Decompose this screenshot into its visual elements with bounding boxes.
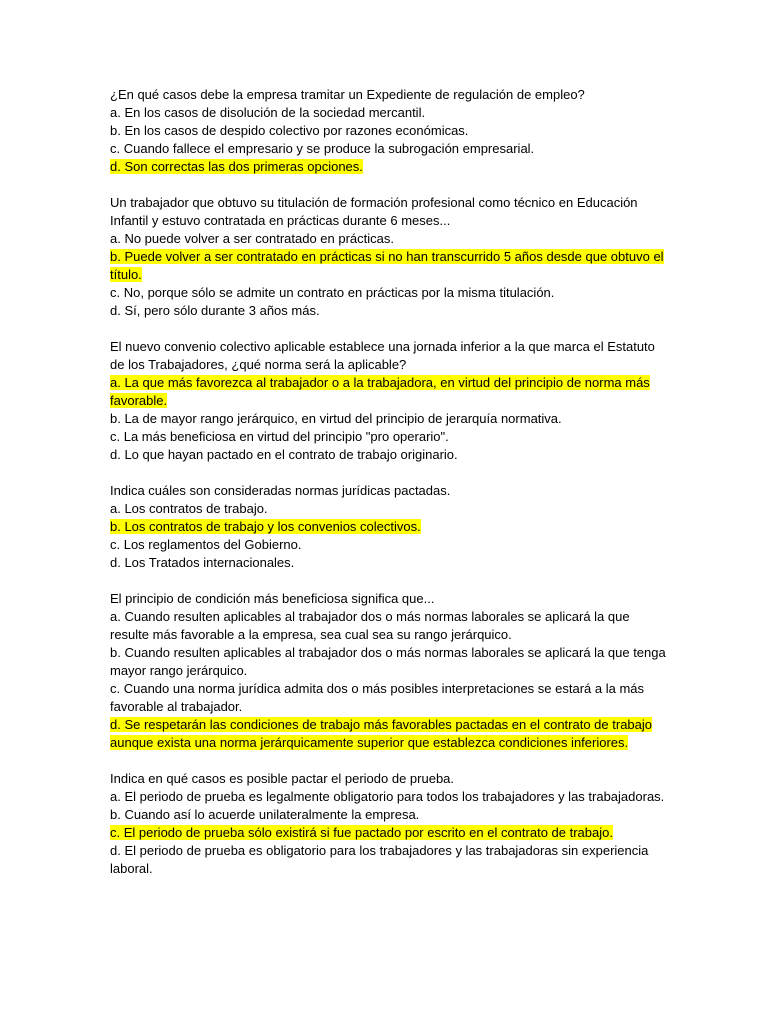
question-block (110, 86, 670, 176)
answer-option: c. No, porque sólo se admite un contrato en prácticas por la misma titulación. (110, 285, 555, 300)
answer-option-correct (110, 824, 670, 842)
answer-option-correct (110, 374, 670, 410)
answer-option: d. El periodo de prueba es obligatorio para los trabajadores y las trabajadoras sin experiencia laboral. (110, 843, 649, 876)
highlight: c. El periodo de prueba sólo existirá si fue pactado por escrito en el contrato de trabajo. (110, 825, 613, 840)
answer-option: b. Cuando resulten aplicables al trabajador dos o más normas laborales se aplicará la que tenga mayor rango jerárquico. (110, 645, 666, 678)
highlight: a. La que más favorezca al trabajador o a la trabajadora, en virtud del principio de norma más favorable. (110, 375, 650, 408)
question-block (110, 770, 670, 878)
answer-option-correct (110, 248, 670, 284)
answer-option: a. No puede volver a ser contratado en prácticas. (110, 231, 394, 246)
answer-option: a. El periodo de prueba es legalmente obligatorio para todos los trabajadores y las trabajadoras. (110, 789, 665, 804)
answer-option: d. Lo que hayan pactado en el contrato de trabajo originario. (110, 447, 458, 462)
answer-option: c. Los reglamentos del Gobierno. (110, 537, 302, 552)
document-page (110, 86, 670, 896)
answer-option: c. Cuando fallece el empresario y se produce la subrogación empresarial. (110, 141, 535, 156)
highlight: d. Son correctas las dos primeras opciones. (110, 159, 363, 174)
answer-option: c. Cuando una norma jurídica admita dos o más posibles interpretaciones se estará a la más favorable al trabajador. (110, 681, 645, 714)
question-block (110, 482, 670, 572)
question-prompt: Indica en qué casos es posible pactar el periodo de prueba. (110, 771, 455, 786)
answer-option: a. En los casos de disolución de la sociedad mercantil. (110, 105, 426, 120)
answer-option-correct (110, 158, 670, 176)
answer-option: a. Los contratos de trabajo. (110, 501, 268, 516)
question-prompt: Indica cuáles son consideradas normas jurídicas pactadas. (110, 483, 451, 498)
question-block (110, 590, 670, 752)
answer-option: d. Sí, pero sólo durante 3 años más. (110, 303, 320, 318)
answer-option: b. Cuando así lo acuerde unilateralmente la empresa. (110, 807, 420, 822)
question-prompt: El nuevo convenio colectivo aplicable establece una jornada inferior a la que marca el Estatuto de los Trabajadores, ¿qué norma será la aplicable? (110, 339, 655, 372)
question-block (110, 194, 670, 320)
answer-option-correct (110, 716, 670, 752)
highlight: b. Puede volver a ser contratado en prácticas si no han transcurrido 5 años desde que obtuvo el título. (110, 249, 664, 282)
highlight: b. Los contratos de trabajo y los convenios colectivos. (110, 519, 421, 534)
question-block (110, 338, 670, 464)
question-prompt: El principio de condición más beneficiosa significa que... (110, 591, 435, 606)
answer-option: a. Cuando resulten aplicables al trabajador dos o más normas laborales se aplicará la que resulte más favorable a la empresa, sea cual sea su rango jerárquico. (110, 609, 630, 642)
answer-option-correct (110, 518, 670, 536)
answer-option: b. La de mayor rango jerárquico, en virtud del principio de jerarquía normativa. (110, 411, 562, 426)
question-prompt: Un trabajador que obtuvo su titulación de formación profesional como técnico en Educación Infantil y estuvo contratada en prácticas durante 6 meses... (110, 195, 638, 228)
answer-option: b. En los casos de despido colectivo por razones económicas. (110, 123, 469, 138)
answer-option: c. La más beneficiosa en virtud del principio "pro operario". (110, 429, 449, 444)
answer-option: d. Los Tratados internacionales. (110, 555, 295, 570)
highlight: d. Se respetarán las condiciones de trabajo más favorables pactadas en el contrato de trabajo aunque exista una norma jerárquicamente superior que establezca condiciones inferiores. (110, 717, 653, 750)
question-prompt: ¿En qué casos debe la empresa tramitar un Expediente de regulación de empleo? (110, 87, 585, 102)
